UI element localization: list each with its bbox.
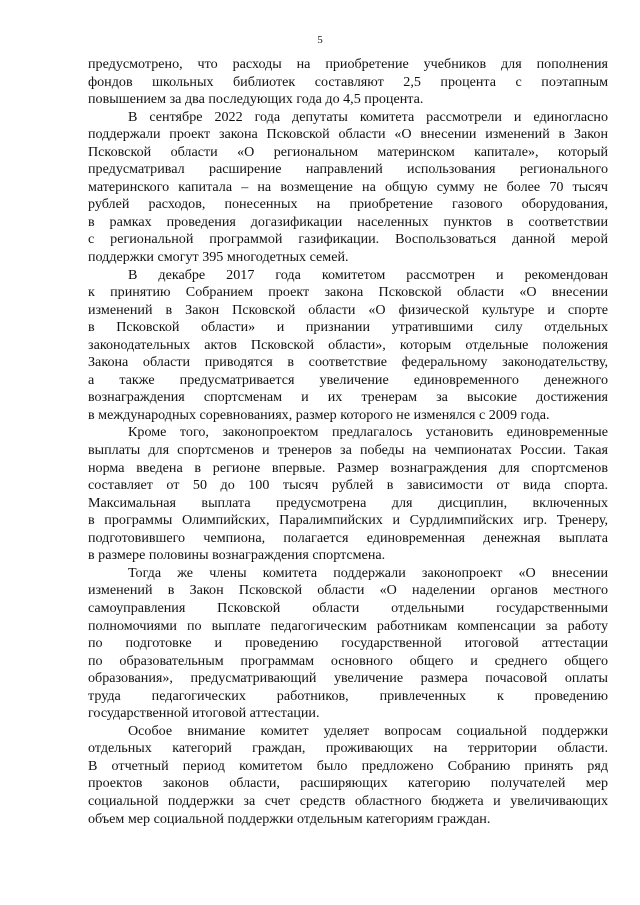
text-line: подготовившего чемпиона, полагается единовременная денежная выплата [88, 529, 608, 546]
text-line: отдельных категорий граждан, проживающих на территории области. [88, 740, 608, 757]
text-line: поддержали проект закона Псковской области «О внесении изменений в Закон [88, 126, 608, 143]
text-line: Псковской области «О региональном материнском капитале», который [88, 143, 608, 160]
text-line: труда педагогических работников, привлеченных к проведению [88, 687, 608, 704]
text-line: Кроме того, законопроектом предлагалось установить единовременные [128, 424, 608, 441]
text-line: государственной итоговой аттестации. [88, 705, 320, 722]
text-line: изменений в Закон Псковской области «О наделении органов местного [88, 582, 608, 599]
text-line: по подготовке и проведению государственной итоговой аттестации [88, 635, 608, 652]
text-line: поддержки смогут 395 многодетных семей. [88, 249, 349, 266]
text-line: норма введена в регионе впервые. Размер вознаграждения для спортсменов [88, 459, 608, 476]
document-body [88, 56, 608, 828]
text-line: составляет от 50 до 100 тысяч рублей в зависимости от вида спорта. [88, 477, 608, 494]
text-line: Закона области приводятся в соответствие федеральному законодательству, [88, 354, 608, 371]
text-line: социальной поддержки за счет средств областного бюджета и увеличивающих [88, 792, 608, 809]
text-line: в размере половины вознаграждения спортсмена. [88, 547, 386, 564]
text-line: в программы Олимпийских, Паралимпийских и Сурдлимпийских игр. Тренеру, [88, 512, 608, 529]
text-line: в Псковской области» и признании утратившими силу отдельных [88, 319, 608, 336]
text-line: проектов законов области, расширяющих категорию получателей мер [88, 775, 608, 792]
text-line: Максимальная выплата предусмотрена для дисциплин, включенных [88, 494, 608, 511]
text-line: В отчетный период комитетом было предложено Собранию принять ряд [88, 757, 608, 774]
text-line: с региональной программой газификации. Воспользоваться данной мерой [88, 231, 608, 248]
paragraph [88, 424, 608, 564]
text-line: изменений в Закон Псковской области «О физической культуре и спорте [88, 301, 608, 318]
paragraph [88, 56, 608, 109]
text-line: Особое внимание комитет уделяет вопросам социальной поддержки [128, 722, 608, 739]
page-number: 5 [317, 34, 323, 46]
text-line: полномочиями по выплате педагогическим работникам компенсации за работу [88, 617, 608, 634]
text-line: к принятию Собранием проект закона Псковской области «О внесении [88, 284, 608, 301]
text-line: повышением за два последующих года до 4,5 процента. [88, 91, 424, 108]
text-line: В декабре 2017 года комитетом рассмотрен и рекомендован [128, 266, 608, 283]
text-line: рублей расходов, понесенных на приобретение газового оборудования, [88, 196, 608, 213]
text-line: в международных соревнованиях, размер которого не изменялся с 2009 года. [88, 406, 550, 423]
text-line: материнского капитала – на возмещение на общую сумму не более 70 тысяч [88, 178, 608, 195]
text-line: фондов школьных библиотек составляют 2,5 процента с поэтапным [88, 73, 608, 90]
text-line: самоуправления Псковской области отдельными государственными [88, 599, 608, 616]
text-line: законодательных актов Псковской области», которым отдельные положения [88, 336, 608, 353]
text-line: вознаграждения спортсменам и их тренерам за высокие достижения [88, 389, 608, 406]
text-line: по образовательным программам основного общего и среднего общего [88, 652, 608, 669]
paragraph [88, 109, 608, 267]
text-line: Тогда же члены комитета поддержали законопроект «О внесении [128, 564, 608, 581]
paragraph [88, 723, 608, 828]
text-line: в рамках проведения догазификации населенных пунктов в соответствии [88, 213, 608, 230]
text-line: объем мер социальной поддержки отдельным категориям граждан. [88, 810, 491, 827]
text-line: а также предусматривается увеличение единовременного денежного [88, 371, 608, 388]
text-line: образования», предусматривающий увеличение размера почасовой оплаты [88, 670, 608, 687]
paragraph [88, 267, 608, 425]
text-line: выплаты для спортсменов и тренеров за победы на чемпионатах России. Такая [88, 442, 608, 459]
text-line: предусмотрено, что расходы на приобретение учебников для пополнения [88, 56, 608, 72]
paragraph [88, 565, 608, 723]
text-line: предусматривал расширение направлений использования регионального [88, 161, 608, 178]
text-line: В сентябре 2022 года депутаты комитета рассмотрели и единогласно [128, 108, 608, 125]
